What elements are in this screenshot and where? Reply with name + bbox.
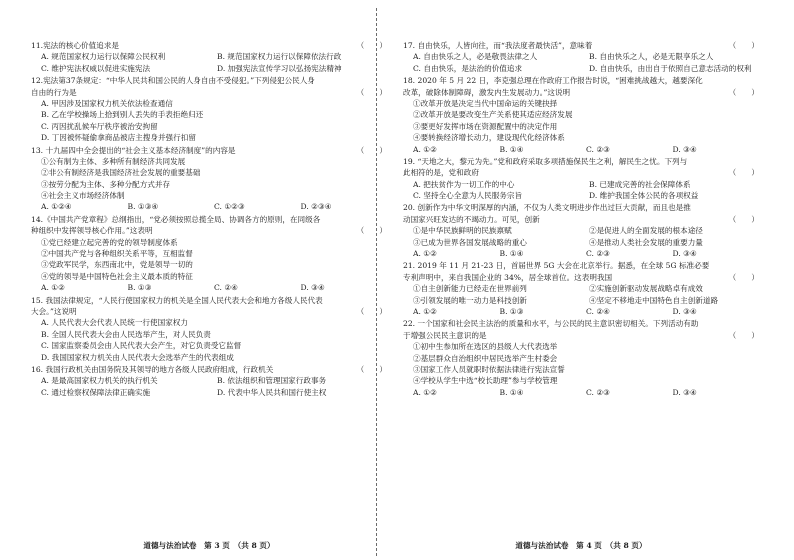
- option-c: C. 自由快乐，是法治的价值追求: [413, 63, 523, 73]
- option-b: B. 依法组织和管理国家行政事务: [217, 376, 327, 386]
- answer-bracket: （ ）: [728, 41, 759, 50]
- option-d: D. ②③④: [300, 202, 332, 212]
- statement-3: ③党政军民学，东西南北中，党是领导一切的: [41, 260, 193, 270]
- answer-bracket: （ ）: [356, 364, 387, 374]
- option-a: A. ①②: [41, 283, 65, 293]
- option-c: C. ②③: [586, 249, 610, 259]
- answer-bracket: （ ）: [728, 214, 759, 224]
- question-stem: 17. 自由快乐，人皆向往，而“我法度者最快活”，意味着: [403, 41, 593, 50]
- question-stem: 16. 我国行政机关由国务院及其领导的地方各级人民政府组成，行政机关: [31, 364, 274, 374]
- option-c: C. 丙因扰乱候车厅秩序被治安拘留: [41, 121, 158, 131]
- question-stem: 20. 创新作为中华文明深厚的内涵，不仅为人类文明进步作出过巨大贡献，而且也是推: [403, 203, 691, 213]
- option-c: C. 坚持全心全意为人民服务宗旨: [413, 191, 523, 201]
- question-stem: 15. 我国法律规定，“人民行使国家权力的机关是全国人民代表大会和地方各级人民代表: [31, 295, 323, 305]
- question-stem: 14.《中国共产党章程》总纲指出，“党必须按照总揽全局、协调各方的原则，在同级各: [31, 214, 321, 224]
- question-stem-continued: 种组织中发挥领导核心作用。”这表明: [31, 226, 153, 236]
- option-c: C. ②④: [586, 306, 610, 316]
- statement-3: ③已成为世界各国发展战略的重心: [413, 237, 527, 247]
- statement-4: ④是推动人类社会发展的重要力量: [589, 237, 703, 247]
- option-d: D. 加强宪法宣传学习以弘扬宪法精神: [217, 63, 342, 73]
- option-a: A. ①②: [413, 144, 437, 154]
- option-a: A. ①②: [413, 249, 437, 259]
- statement-4: ④社会主义市场经济体制: [41, 191, 125, 201]
- question-16: [31, 364, 387, 398]
- option-c: C. ②④: [214, 283, 238, 293]
- question-13: [31, 145, 387, 213]
- question-15: [31, 295, 387, 363]
- answer-bracket: （ ）: [356, 41, 387, 50]
- statement-1: ①党已经建立起完善的党的领导制度体系: [41, 237, 178, 247]
- option-a: A. 是最高国家权力机关的执行机关: [41, 376, 158, 386]
- option-b: B. ①③④: [127, 202, 159, 212]
- option-d: D. 维护我国全体公民的各项权益: [589, 191, 699, 201]
- statement-4: ④学校从学生中选“校长助理”参与学校管理: [413, 376, 558, 386]
- option-b: B. ①③: [499, 306, 524, 316]
- statement-2: ②非公有制经济是我国经济社会发展的重要基础: [41, 168, 201, 178]
- statement-1: ①初中生参加所在选区的县级人大代表选举: [413, 342, 558, 352]
- statement-4: ④坚定不移地走中国特色自主创新道路: [589, 295, 719, 305]
- statement-2: ②中国共产党与各种组织关系平等，互相监督: [41, 249, 193, 259]
- statement-2: ②改革开放是要改变生产关系使其适应经济发展: [413, 110, 573, 120]
- option-b: B. 全国人民代表大会由人民选举产生，对人民负责: [41, 329, 211, 339]
- page-footer-4: 道德与法治试卷 第 4 页 （共 8 页）: [515, 541, 647, 550]
- statement-1: ①公有制为主体、多种所有制经济共同发展: [41, 156, 186, 166]
- question-stem-continued: 专利声明中，来自我国企业的 34%，居全球首位。这表明我国: [403, 272, 613, 282]
- option-a: A. 甲因涉及国家权力机关依法检查通信: [41, 98, 173, 108]
- answer-bracket: （ ）: [728, 168, 759, 178]
- option-b: B. ①④: [499, 144, 524, 154]
- statement-3: ③按劳分配为主体、多种分配方式并存: [41, 179, 171, 189]
- question-17: [403, 40, 759, 74]
- answer-bracket: （ ）: [356, 87, 387, 97]
- option-c: C. 国家监察委员会由人民代表大会产生，对它负责受它监督: [41, 341, 242, 351]
- option-b: B. 规范国家权力运行以保障依法行政: [217, 52, 342, 62]
- question-stem: 12.宪法第37条规定：“中华人民共和国公民的人身自由不受侵犯。”下列侵犯公民人身: [31, 76, 315, 86]
- question-stem-continued: 改革，破除体制障碍，激发内生发展动力。”这说明: [403, 87, 571, 97]
- question-stem: 19. “天地之大，黎元为先。”党和政府采取多项措施保民生之利，解民生之忧。下列与: [403, 156, 688, 166]
- page-footer-3: 道德与法治试卷 第 3 页 （共 8 页）: [143, 541, 275, 550]
- option-c: C. ①②③: [214, 202, 245, 212]
- question-stem: 11.宪法的核心价值追求是: [31, 41, 120, 50]
- option-d: D. 丁因被怀疑偷拿商品被店主搜身并强行扣留: [41, 133, 196, 143]
- option-a: A. 规范国家权力运行以保障公民权利: [41, 52, 166, 62]
- page-divider: [376, 8, 377, 556]
- option-d: D. ③④: [672, 387, 697, 397]
- question-20: [403, 202, 759, 259]
- option-d: D. ③④: [672, 249, 697, 259]
- question-11: [31, 40, 387, 74]
- statement-1: ①是中华民族鲜明的民族禀赋: [413, 226, 512, 236]
- option-c: C. 维护宪法权威以促进实施宪法: [41, 63, 151, 73]
- option-d: D. ③④: [300, 283, 325, 293]
- question-stem: 13. 十九届四中全会提出的“社会主义基本经济制度”的内容是: [31, 145, 236, 155]
- question-stem-continued: 此相符的是，党和政府: [403, 168, 479, 178]
- question-stem: 22. 一个国家和社会民主法治的质量和水平，与公民的民主意识密切相关。下列活动有助: [403, 319, 699, 329]
- answer-bracket: （ ）: [728, 330, 759, 340]
- option-b: B. 自由快乐之人，必是无限享乐之人: [589, 52, 714, 62]
- statement-2: ②是促进人的全面发展的根本途径: [589, 226, 703, 236]
- question-14: [31, 214, 387, 294]
- question-19: [403, 156, 759, 202]
- answer-bracket: （ ）: [728, 87, 759, 97]
- option-b: B. 乙在学校操场上拾到别人丢失的手表拒绝归还: [41, 110, 204, 120]
- answer-bracket: （ ）: [356, 145, 387, 155]
- answer-bracket: （ ）: [356, 226, 387, 236]
- option-d: D. 我国国家权力机关由人民代表大会选举产生的代表组成: [41, 352, 234, 362]
- option-a: A. ①②④: [41, 202, 72, 212]
- statement-2: ②实施创新驱动发展战略卓有成效: [589, 284, 703, 294]
- question-21: [403, 260, 759, 317]
- question-stem-continued: 动国家兴旺发达的不竭动力。可见，创新: [403, 214, 540, 224]
- answer-bracket: （ ）: [728, 272, 759, 282]
- statement-4: ④要转换经济增长动力，建设现代化经济体系: [413, 133, 565, 143]
- option-d: D. ③④: [672, 144, 697, 154]
- statement-1: ①自主创新能力已经走在世界前列: [413, 284, 527, 294]
- option-d: D. 自由快乐，由出自于依照自己意志活动的权利: [589, 63, 752, 73]
- question-stem-continued: 自由的行为是: [31, 87, 77, 97]
- option-a: A. ①②: [413, 387, 437, 397]
- option-a: A. 自由快乐之人，必是敬畏法律之人: [413, 52, 538, 62]
- option-a: A. ①②: [413, 306, 437, 316]
- option-b: B. ①④: [499, 249, 524, 259]
- statement-2: ②基层群众自治组织中居民选举产生村委会: [413, 353, 558, 363]
- option-d: D. 代表中华人民共和国行使主权: [217, 387, 327, 397]
- statement-3: ③国家工作人员就职时依据法律进行宪法宣誓: [413, 364, 565, 374]
- statement-3: ③要更好发挥市场在资源配置中的决定作用: [413, 121, 558, 131]
- question-18: [403, 75, 759, 155]
- page-4: [403, 40, 759, 398]
- question-stem-continued: 于增强公民民主意识的是: [403, 330, 487, 340]
- question-stem: 21. 2019 年 11 月 21-23 日，首届世界 5G 大会在北京举行。据悉，在全球 5G 标准必要: [403, 261, 710, 271]
- statement-3: ③引领发展的唯一动力是科技创新: [413, 295, 527, 305]
- question-stem-continued: 大会。”这说明: [31, 306, 77, 316]
- statement-4: ④党的领导是中国特色社会主义最本质的特征: [41, 271, 193, 281]
- option-c: C. ②③: [586, 387, 610, 397]
- option-d: D. ③④: [672, 306, 697, 316]
- question-22: [403, 318, 759, 398]
- option-a: A. 把扶贫作为一切工作的中心: [413, 179, 515, 189]
- option-a: A. 人民代表大会代表人民统一行使国家权力: [41, 318, 188, 328]
- option-b: B. 已建成完善的社会保障体系: [589, 179, 691, 189]
- question-stem: 18. 2020 年 5 月 22 日，李克强总理在作政府工作报告时说，“困难挑战越大，越要深化: [403, 76, 703, 86]
- question-12: [31, 75, 387, 143]
- option-b: B. ①③: [127, 283, 152, 293]
- page-3: [31, 40, 387, 398]
- answer-bracket: （ ）: [356, 306, 387, 316]
- statement-1: ①改革开放是决定当代中国命运的关键抉择: [413, 98, 558, 108]
- option-b: B. ①④: [499, 387, 524, 397]
- option-c: C. ②③: [586, 144, 610, 154]
- option-c: C. 通过检察权保障法律正确实施: [41, 387, 151, 397]
